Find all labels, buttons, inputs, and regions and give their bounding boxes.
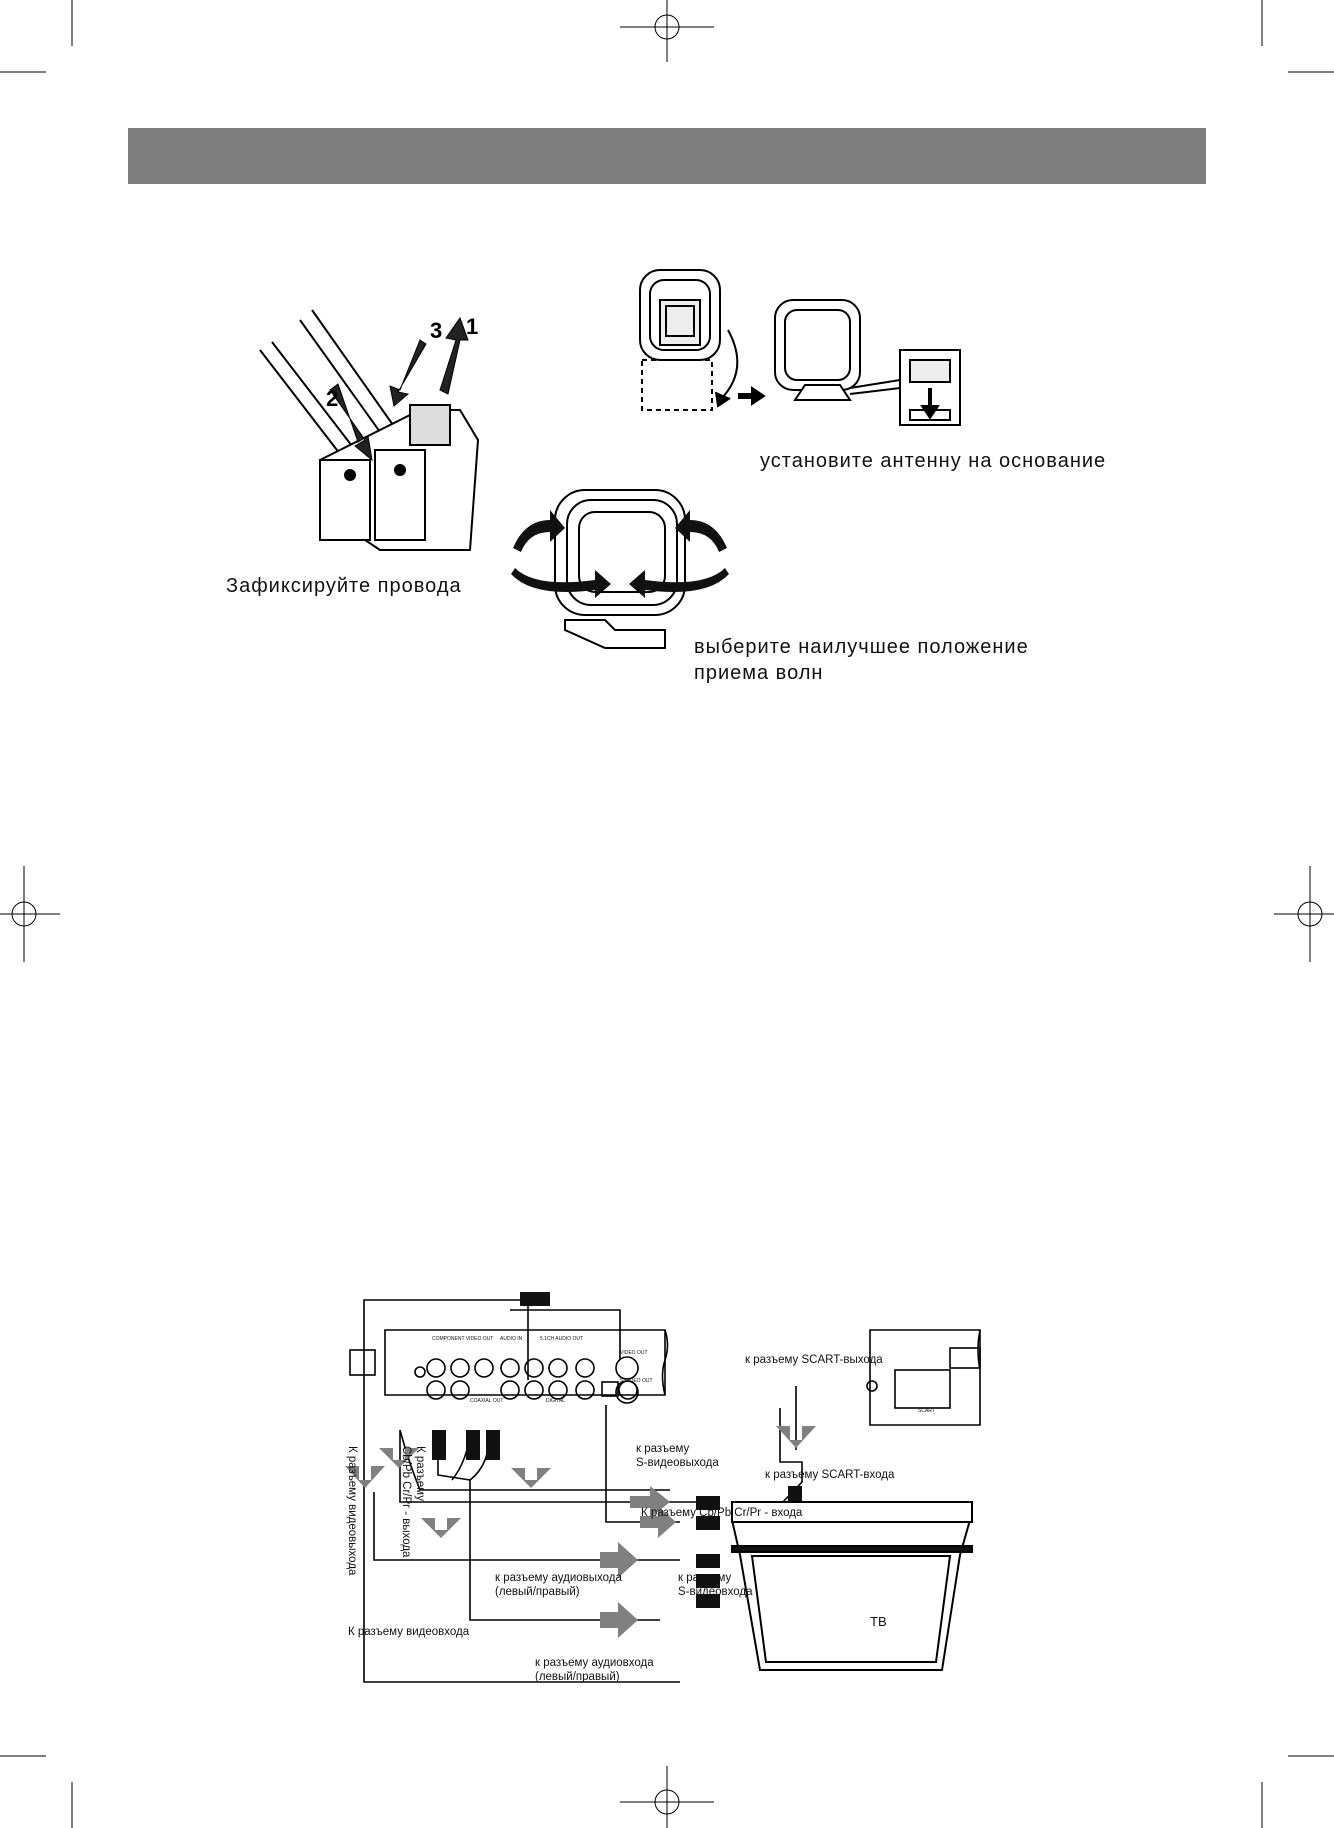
label-to-scart-out: к разъему SCART-выхода: [745, 1354, 883, 1366]
label-51ch-audio-out: 5.1CH AUDIO OUT: [540, 1336, 584, 1342]
label-to-audio-in-2: (левый/правый): [535, 1671, 620, 1683]
antenna-mount-illustration: [630, 260, 990, 440]
caption-best-position-line2: приема волн: [694, 662, 824, 684]
arrow-svideo-out: [511, 1468, 551, 1488]
arrow-audio-out: [421, 1518, 461, 1538]
step-number-2: 2: [326, 386, 339, 411]
label-vertical-video-out: К разъему видеовыхода: [346, 1446, 358, 1576]
label-coaxial-out: COAXIAL OUT: [470, 1398, 504, 1404]
arrow-audio-in: [600, 1602, 638, 1638]
label-to-scart-in: к разъему SCART-входа: [765, 1469, 895, 1481]
label-to-audio-out-2: (левый/правый): [495, 1586, 580, 1598]
arrow-3: [390, 340, 426, 406]
label-scart: SCART: [918, 1408, 935, 1414]
player-rear-panel: [385, 1330, 665, 1395]
wire-clip-illustration: [260, 310, 520, 560]
label-video-out: VIDEO OUT: [620, 1350, 648, 1356]
label-to-svideo-out-1: к разъему: [636, 1443, 690, 1455]
label-audio-in: AUDIO IN: [500, 1336, 523, 1342]
step-number-1: 1: [466, 314, 479, 339]
label-to-svideo-out-2: S-видеовыхода: [636, 1457, 719, 1469]
arrow-1: [440, 318, 468, 394]
label-tv: ТВ: [870, 1614, 887, 1629]
label-to-svideo-in-1: к разъему: [678, 1572, 732, 1584]
label-to-audio-in-1: к разъему аудиовхода: [535, 1657, 654, 1669]
label-to-video-in: К разъему видеовхода: [348, 1626, 470, 1638]
label-digital: DIGITAL: [546, 1398, 566, 1404]
caption-fix-wires: Зафиксируйте провода: [226, 575, 462, 597]
caption-best-position-line1: выберите наилучшее положение: [694, 636, 1029, 658]
label-vertical-cbcr-out-1: К разъему: [414, 1446, 426, 1501]
label-vertical-cbcr-out-2: Cb/Pb Cr/Pr - выхода: [400, 1446, 412, 1558]
label-to-cbcr-in: К разъему Cb/Pb Cr/Pr - входа: [641, 1507, 803, 1519]
antenna-rotate-illustration: [505, 480, 735, 650]
label-svideo-out: S-VIDEO OUT: [620, 1378, 653, 1384]
label-to-audio-out-1: к разъему аудиовыхода: [495, 1572, 622, 1584]
step-number-3: 3: [430, 318, 443, 343]
label-component-video-out: COMPONENT VIDEO OUT: [432, 1336, 494, 1342]
caption-mount-antenna: установите антенну на основание: [760, 450, 1107, 472]
arrow-cbcr-out: [379, 1448, 419, 1468]
label-to-svideo-in-2: S-видеовхода: [678, 1586, 753, 1598]
